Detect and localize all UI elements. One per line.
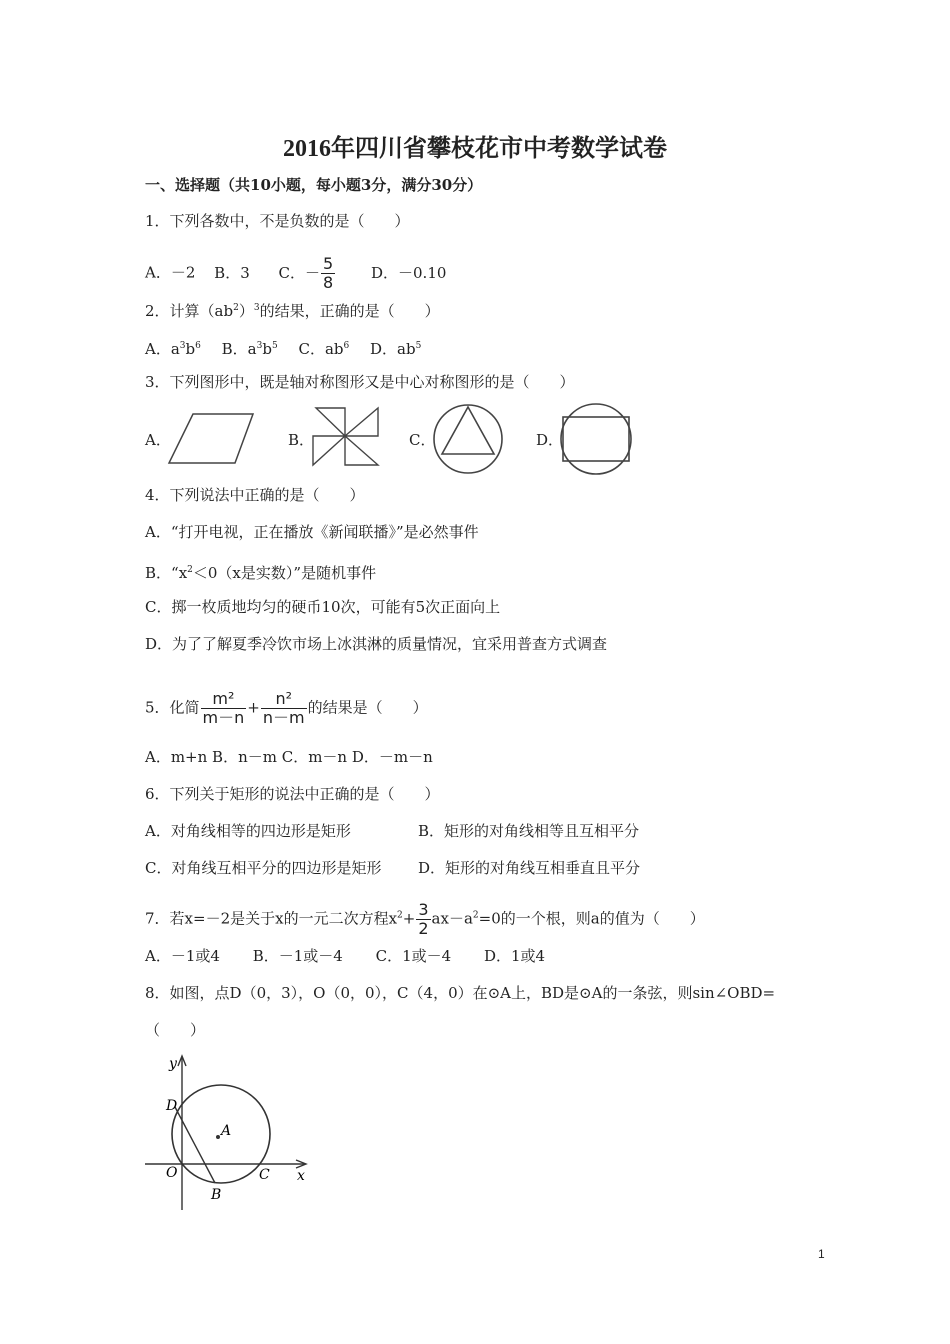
pinwheel-shape [313, 408, 378, 465]
label-c: C [259, 1167, 270, 1183]
q3-label-b: B． [288, 431, 315, 449]
q3-label-a: A． [145, 431, 171, 449]
q7-option-a: A．－1或4 [145, 947, 220, 965]
q5-frac1-den: m－n [202, 708, 245, 727]
page-title: 2016年四川省攀枝花市中考数学试卷 [283, 136, 667, 162]
q2-d-pre: D．ab [370, 340, 416, 358]
q7-option-b: B．－1或－4 [252, 947, 343, 965]
q2-b-mid: b [262, 340, 272, 358]
q2-a-sup1: 3 [179, 341, 186, 351]
question-8-stem: 8．如图，点D（0，3），O（0，0），C（4，0）在⊙A上，BD是⊙A的一条弦，则sin∠OBD= [145, 984, 776, 1002]
q4-b-sup: 2 [187, 565, 193, 575]
q3-label-c: C． [409, 431, 436, 449]
q2-option-b [222, 340, 278, 358]
q4-option-c: C．掷一枚质地均匀的硬币10次，可能有5次正面向上 [145, 598, 501, 616]
label-d: D [166, 1098, 178, 1114]
q5-frac1-num: m² [212, 689, 235, 708]
rectangle-shape [563, 417, 629, 461]
q2-d-sup: 5 [415, 341, 422, 351]
q2-a-mid: b [185, 340, 196, 358]
q4-option-a: A．“打开电视，正在播放《新闻联播》”是必然事件 [145, 523, 479, 541]
q2-b-sup1: 3 [256, 341, 263, 351]
q1-option-b: B．3 [214, 263, 250, 282]
q5-options: A．m+n B．n－m C．m－n D．－m－n [145, 748, 433, 766]
q5-fraction-2 [261, 690, 307, 727]
question-1-options [145, 255, 446, 292]
q5-frac2-den: n－m [262, 708, 305, 727]
q2-b-sup2: 5 [271, 341, 278, 351]
q3-figure-parallelogram [165, 404, 255, 474]
triangle-shape [442, 407, 494, 454]
q6-option-b: B．矩形的对角线相等且互相平分 [418, 822, 640, 840]
circle-shape-d [561, 404, 631, 474]
parallelogram-shape [169, 414, 253, 463]
q7-stem-pre: 7．若x=－2是关于x的一元二次方程x [145, 909, 398, 928]
q7-option-c: C．1或－4 [375, 947, 452, 965]
q2-option-a [145, 340, 201, 358]
q1-option-d: D．－0.10 [370, 263, 447, 282]
q2-c-pre: C．ab [298, 340, 344, 358]
circle-shape [434, 405, 502, 473]
q3-figure-circle-triangle [432, 403, 504, 475]
q2-a-pre: A．a [145, 340, 180, 358]
question-4-stem: 4．下列说法中正确的是（ ） [145, 486, 365, 504]
q7-fraction [416, 901, 430, 938]
section-heading: 一、选择题（共10小题，每小题3分，满分30分） [145, 176, 483, 194]
q5-stem-pre: 5．化简 [145, 698, 200, 717]
q4-b-pre: B．“x [145, 564, 188, 582]
question-7-options [145, 946, 545, 966]
label-b: B [211, 1187, 222, 1203]
q8-figure-circle-diagram [145, 1052, 315, 1212]
q7-sup2: 2 [472, 910, 479, 921]
q5-fraction-1 [201, 690, 247, 727]
q7-sup1: 2 [397, 910, 403, 921]
q6-option-d: D．矩形的对角线互相垂直且平分 [418, 859, 641, 877]
q2-b-pre: B．a [221, 340, 257, 358]
q2-a-sup2: 6 [195, 341, 201, 351]
q6-option-a: A．对角线相等的四边形是矩形 [145, 822, 351, 840]
q7-frac-den: 2 [418, 919, 429, 938]
q2-option-c [298, 340, 349, 358]
q5-plus: + [247, 698, 260, 717]
q4-option-d: D．为了了解夏季冷饮市场上冰淇淋的质量情况，宜采用普查方式调查 [145, 635, 608, 653]
q2-c-sup: 6 [343, 341, 350, 351]
q3-label-d: D． [536, 431, 564, 449]
q7-option-d: D．1或4 [483, 947, 546, 965]
question-8-stem-cont: （ ） [145, 1021, 206, 1039]
q7-mid: ax－a [431, 909, 473, 928]
q1-fraction [321, 255, 335, 292]
q4-option-b [145, 560, 376, 583]
q7-plus: + [402, 909, 416, 928]
q5-frac2-num: n² [275, 689, 292, 708]
q2-stem-post: 的结果，正确的是（ ） [259, 302, 440, 320]
q1-fraction-den: 8 [323, 273, 334, 292]
label-a: A [221, 1123, 232, 1139]
q2-stem-sup1: 2 [233, 303, 239, 313]
q2-stem-sup2: 3 [253, 303, 260, 313]
q1-option-c-prefix: C．－ [278, 263, 321, 282]
question-6-stem: 6．下列关于矩形的说法中正确的是（ ） [145, 785, 440, 803]
q3-figure-circle-rectangle [558, 401, 634, 477]
q1-option-a: A．－2 [145, 263, 196, 282]
question-5-stem [145, 690, 428, 727]
label-x: x [297, 1168, 305, 1184]
question-1-stem: 1．下列各数中，不是负数的是（ ） [145, 212, 410, 230]
question-2-stem [145, 298, 440, 321]
q5-stem-post: 的结果是（ ） [307, 698, 428, 717]
q2-stem-pre: 2．计算（ab [145, 302, 234, 320]
q3-figure-pinwheel [312, 407, 382, 469]
question-3-stem: 3．下列图形中，既是轴对称图形又是中心对称图形的是（ ） [145, 373, 575, 391]
q2-stem-mid: ） [238, 302, 254, 320]
chord-bd [175, 1107, 215, 1183]
label-o: O [166, 1165, 178, 1181]
q4-b-post: ＜0（x是实数）”是随机事件 [192, 564, 377, 582]
question-2-options [145, 336, 421, 359]
q1-option-c [278, 254, 337, 292]
center-point-a [216, 1135, 220, 1139]
q1-fraction-num: 5 [323, 254, 334, 273]
question-7-stem [145, 901, 705, 938]
q7-frac-num: 3 [418, 900, 429, 919]
q6-option-c: C．对角线互相平分的四边形是矩形 [145, 859, 382, 877]
label-y: y [169, 1056, 177, 1072]
q2-option-d [370, 340, 421, 358]
q7-stem-post: =0的一个根，则a的值为（ ） [478, 909, 705, 928]
page-number: 1 [818, 1247, 825, 1261]
